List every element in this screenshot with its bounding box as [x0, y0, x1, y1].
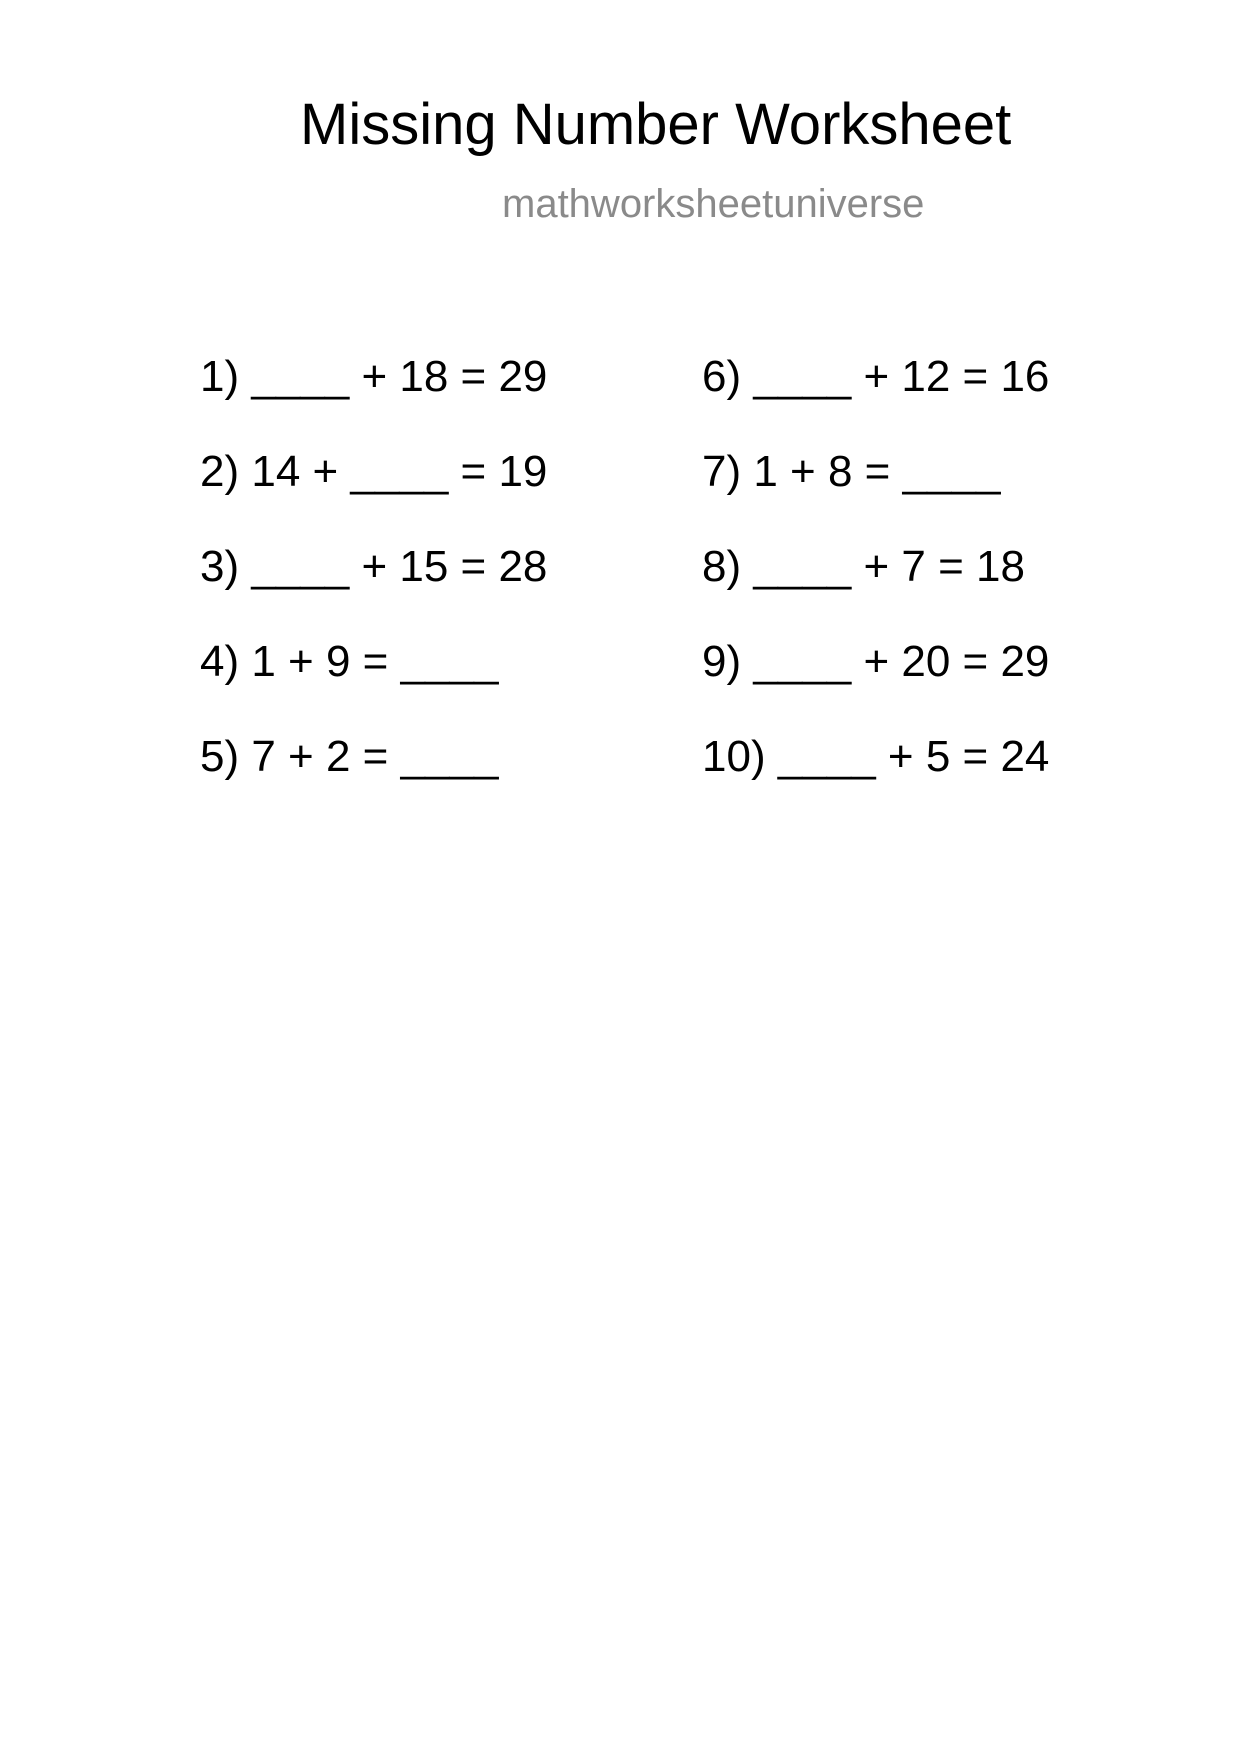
- problem-9: 9) ____ + 20 = 29: [702, 637, 1050, 686]
- problem-5: 5) 7 + 2 = ____: [200, 732, 499, 781]
- worksheet-title: Missing Number Worksheet: [300, 92, 1012, 157]
- problem-1: 1) ____ + 18 = 29: [200, 352, 548, 401]
- problem-7: 7) 1 + 8 = ____: [702, 447, 1001, 496]
- problem-2: 2) 14 + ____ = 19: [200, 447, 548, 496]
- problem-4: 4) 1 + 9 = ____: [200, 637, 499, 686]
- problem-8: 8) ____ + 7 = 18: [702, 542, 1025, 591]
- worksheet-subtitle: mathworksheetuniverse: [502, 182, 925, 226]
- problem-10: 10) ____ + 5 = 24: [702, 732, 1050, 781]
- problem-6: 6) ____ + 12 = 16: [702, 352, 1050, 401]
- problem-3: 3) ____ + 15 = 28: [200, 542, 548, 591]
